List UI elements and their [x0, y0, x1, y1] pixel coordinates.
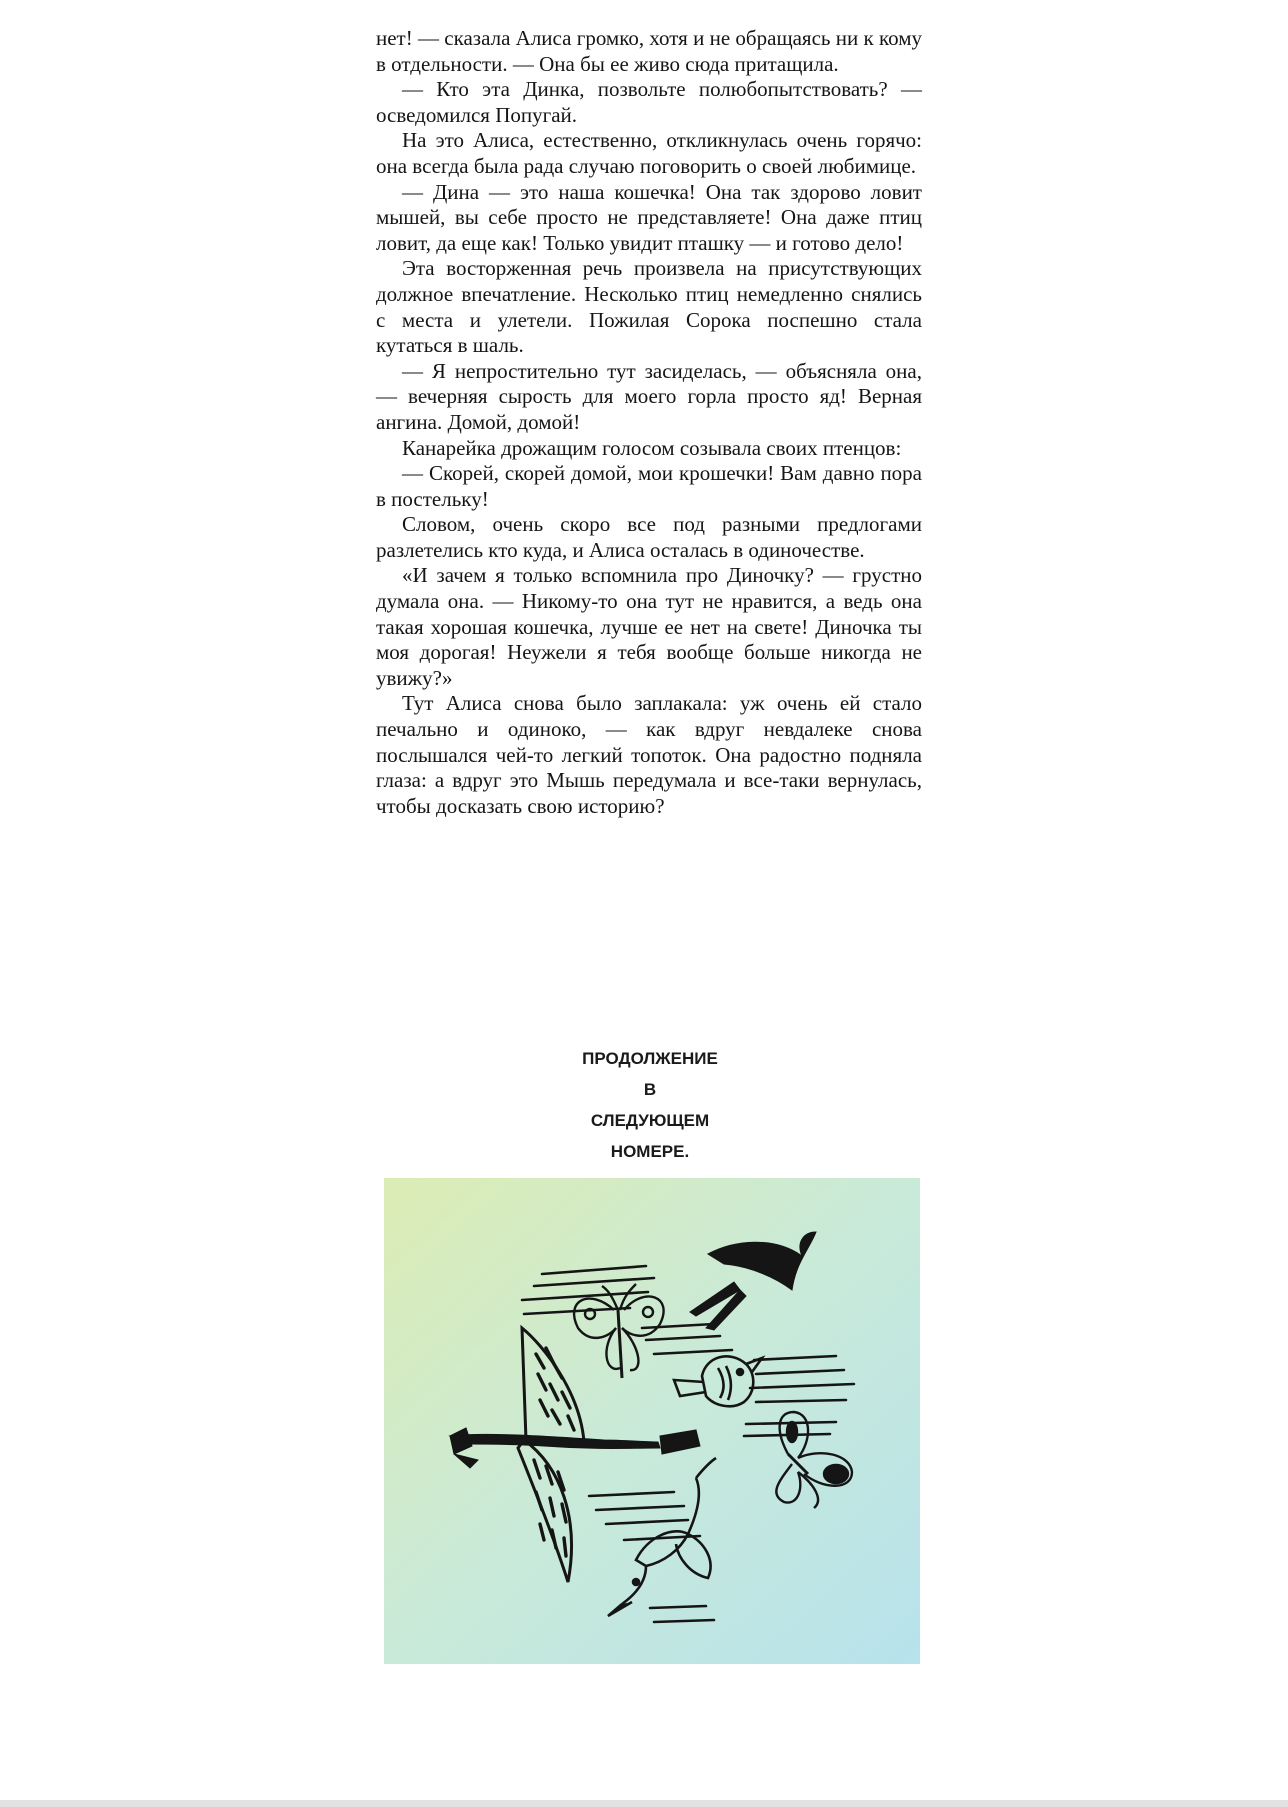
- continuation-note: [500, 1043, 800, 1167]
- story-paragraph: — Дина — это наша кошечка! Она так здорово ловит мышей, вы себе просто не представляете! Она даже птиц ловит, да еще как! Только увидит пташку — и готово дело!: [376, 179, 922, 255]
- story-paragraph: Эта восторженная речь произвела на присутствующих должное впечатление. Несколько птиц немедленно снялись с места и улетели. Пожилая Сорока поспешно стала кутаться в шаль.: [376, 256, 922, 358]
- story-paragraph: Тут Алиса снова было заплакала: уж очень ей стало печально и одиноко, — как вдруг невдалеке снова послышался чей-то легкий топоток. Она радостно подняла глаза: а вдруг это Мышь передумала и все-таки вернулась, чтобы досказать свою историю?: [376, 691, 922, 818]
- story-paragraph: — Скорей, скорей домой, мои крошечки! Вам давно пора в постельку!: [376, 461, 922, 511]
- story-text-column: [376, 26, 922, 819]
- continuation-line: ПРОДОЛЖЕНИЕ: [582, 1049, 718, 1068]
- story-paragraph: Канарейка дрожащим голосом созывала своих птенцов:: [402, 435, 902, 460]
- story-paragraph: Словом, очень скоро все под разными предлогами разлетелись кто куда, и Алиса осталась в одиночестве.: [376, 512, 922, 562]
- birds-butterflies-illustration: [384, 1178, 920, 1664]
- continuation-line: В: [643, 1080, 657, 1099]
- continuation-line: СЛЕДУЮЩЕМ: [590, 1111, 710, 1130]
- page-bottom-edge: [0, 1800, 1288, 1807]
- continuation-line: НОМЕРЕ.: [610, 1142, 690, 1161]
- illustration-background: [384, 1178, 920, 1664]
- story-paragraph: «И зачем я только вспомнила про Диночку? — грустно думала она. — Никому-то она тут не нравится, а ведь она такая хорошая кошечка, лучше ее нет на свете! Диночка ты моя дорогая! Неужели я тебя вообще больше никогда не увижу?»: [376, 563, 922, 690]
- story-paragraph: нет! — сказала Алиса громко, хотя и не обращаясь ни к кому в отдельности. — Она бы ее живо сюда притащила.: [376, 26, 922, 76]
- story-paragraph: На это Алиса, естественно, откликнулась очень горячо: она всегда была рада случаю поговорить о своей любимице.: [376, 128, 922, 178]
- story-paragraph: — Я непростительно тут засиделась, — объясняла она, — вечерняя сырость для моего горла просто яд! Верная ангина. Домой, домой!: [376, 358, 922, 434]
- story-paragraph: — Кто эта Динка, позвольте полюбопытствовать? — осведомился Попугай.: [376, 77, 922, 127]
